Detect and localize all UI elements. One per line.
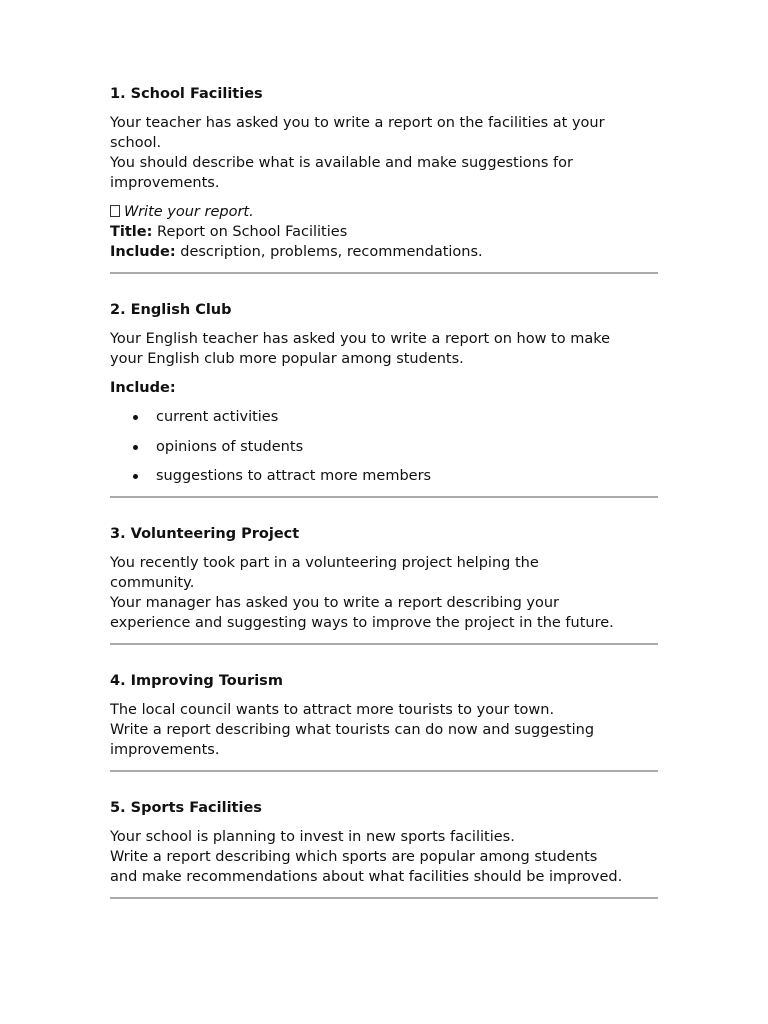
description-line: You should describe what is available and make suggestions for — [110, 155, 573, 171]
list-item — [110, 437, 658, 457]
description-line: Your manager has asked you to write a report describing your — [110, 595, 559, 611]
instruction-line — [110, 202, 658, 222]
description-line: Your teacher has asked you to write a report on the facilities at your — [110, 115, 605, 131]
description-line: community. — [110, 575, 195, 591]
include-label: Include: — [110, 380, 176, 396]
list-item — [110, 466, 658, 486]
title-label: Title: — [110, 224, 153, 240]
section-english-club — [110, 300, 658, 498]
description-line: experience and suggesting ways to improve the project in the future. — [110, 615, 614, 631]
description-line: Write a report describing which sports are popular among students — [110, 849, 598, 865]
missing-glyph-icon — [110, 205, 120, 217]
bullet-icon — [133, 474, 138, 479]
section-title: 1. School Facilities — [110, 86, 263, 102]
include-value: description, problems, recommendations. — [180, 244, 483, 260]
bullet-icon — [133, 445, 138, 450]
description-line: school. — [110, 135, 162, 151]
description-line: improvements. — [110, 175, 220, 191]
instruction-text: Write your report. — [124, 204, 254, 220]
section-school-facilities — [110, 84, 658, 274]
list-item — [110, 407, 658, 427]
list-item-text: current activities — [156, 409, 279, 425]
description-line: Your school is planning to invest in new sports facilities. — [110, 829, 515, 845]
description-line: You recently took part in a volunteering project helping the — [110, 555, 539, 571]
description-line: Write a report describing what tourists can do now and suggesting — [110, 722, 595, 738]
document-page — [110, 84, 658, 925]
bullet-icon — [133, 415, 138, 420]
section-title: 4. Improving Tourism — [110, 673, 283, 689]
title-line — [110, 222, 658, 242]
section-description — [110, 553, 658, 633]
section-description — [110, 700, 658, 760]
list-item-text: opinions of students — [156, 438, 304, 455]
include-list — [110, 407, 658, 486]
description-line: The local council wants to attract more tourists to your town. — [110, 702, 555, 718]
section-title: 2. English Club — [110, 302, 232, 318]
include-label: Include: — [110, 244, 176, 260]
section-description — [110, 827, 658, 887]
section-sports-facilities — [110, 798, 658, 899]
description-line: improvements. — [110, 742, 220, 758]
section-description — [110, 329, 658, 369]
title-value: Report on School Facilities — [157, 224, 348, 240]
description-line: Your English teacher has asked you to write a report on how to make — [110, 331, 611, 347]
description-line: your English club more popular among students. — [110, 351, 464, 367]
section-description — [110, 113, 658, 193]
section-title: 3. Volunteering Project — [110, 526, 300, 542]
list-item-text: suggestions to attract more members — [156, 468, 432, 484]
description-line: and make recommendations about what facilities should be improved. — [110, 869, 623, 885]
include-line — [110, 242, 658, 262]
section-improving-tourism — [110, 671, 658, 772]
section-volunteering-project — [110, 524, 658, 645]
task-details — [110, 202, 658, 262]
section-title: 5. Sports Facilities — [110, 800, 262, 816]
